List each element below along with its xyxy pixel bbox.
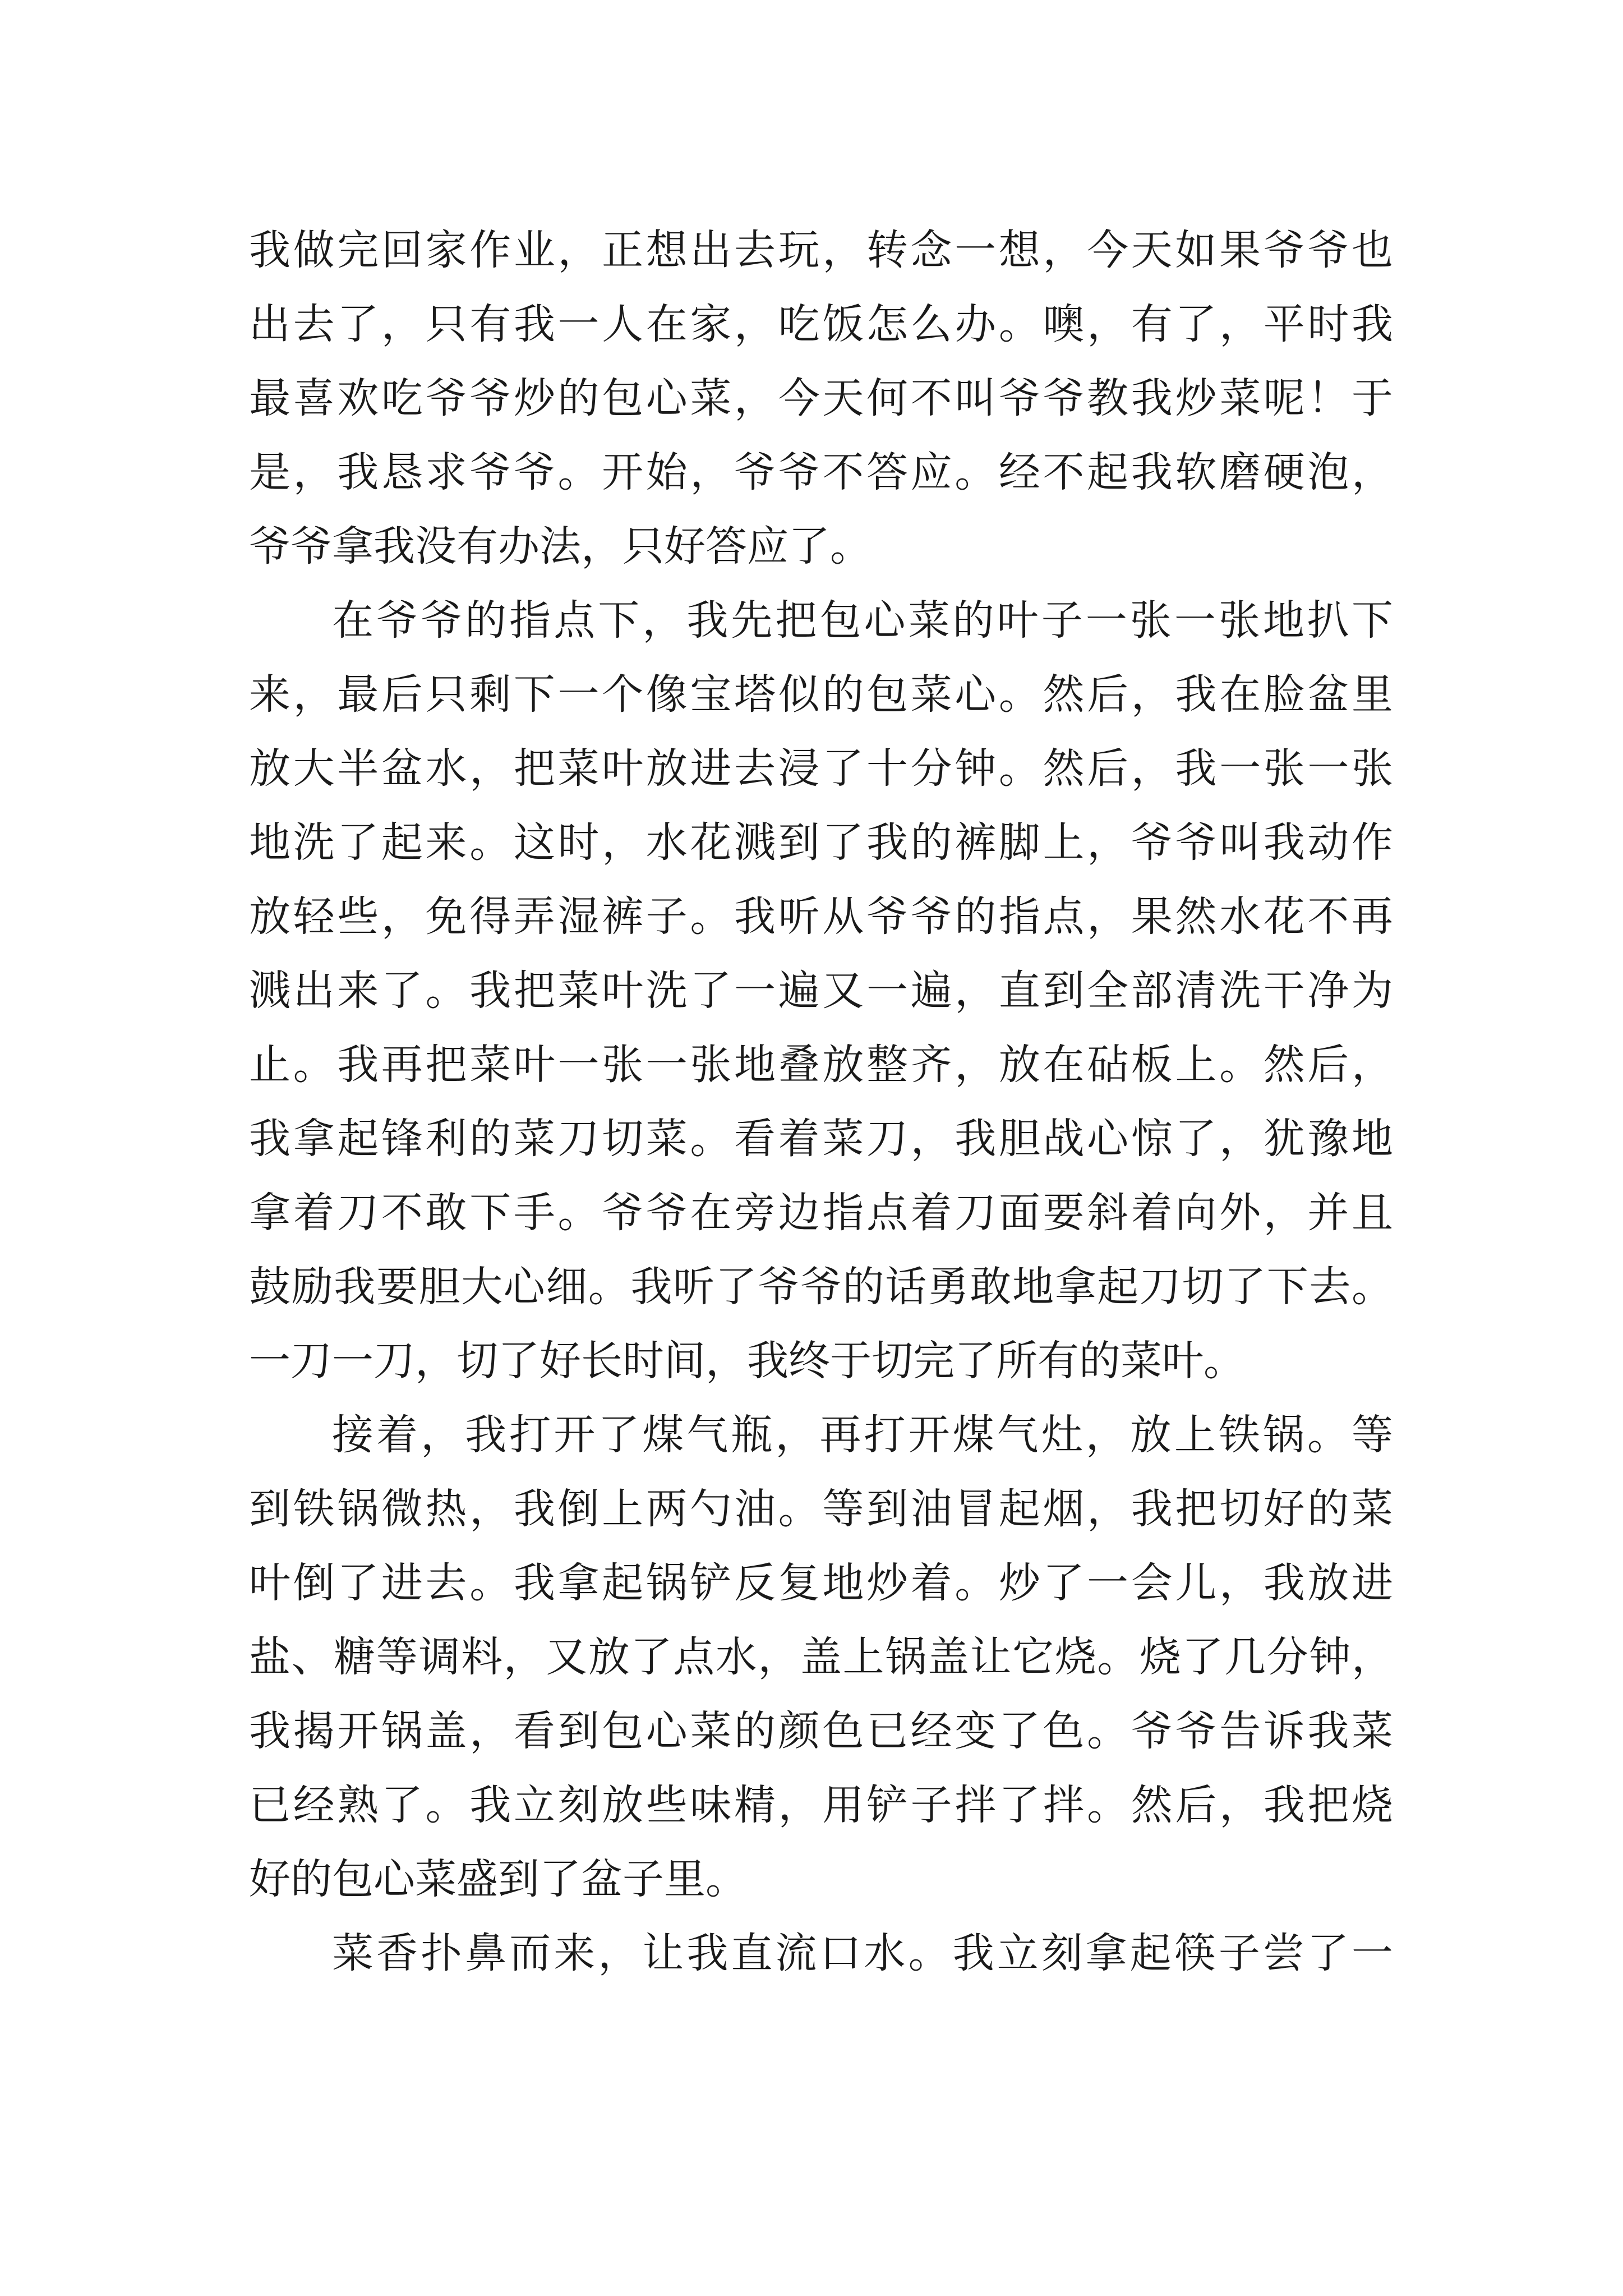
text-line: 地洗了起来。这时，水花溅到了我的裤脚上，爷爷叫我动作 bbox=[249, 818, 1393, 867]
text-line: 好的包心菜盛到了盆子里。 bbox=[249, 1855, 747, 1903]
text-line: 已经熟了。我立刻放些味精，用铲子拌了拌。然后，我把烧 bbox=[249, 1781, 1393, 1829]
text-line: 在爷爷的指点下，我先把包心菜的叶子一张一张地扒下 bbox=[332, 596, 1393, 645]
text-line: 到铁锅微热，我倒上两勺油。等到油冒起烟，我把切好的菜 bbox=[249, 1485, 1393, 1533]
text-line: 来，最后只剩下一个像宝塔似的包菜心。然后，我在脸盆里 bbox=[249, 670, 1393, 719]
text-line: 我揭开锅盖，看到包心菜的颜色已经变了色。爷爷告诉我菜 bbox=[249, 1707, 1393, 1755]
text-line: 放轻些，免得弄湿裤子。我听从爷爷的指点，果然水花不再 bbox=[249, 892, 1393, 941]
text-line: 我拿起锋利的菜刀切菜。看着菜刀，我胆战心惊了，犹豫地 bbox=[249, 1115, 1393, 1163]
text-line: 是，我恳求爷爷。开始，爷爷不答应。经不起我软磨硬泡， bbox=[249, 448, 1393, 496]
text-line: 溅出来了。我把菜叶洗了一遍又一遍，直到全部清洗干净为 bbox=[249, 967, 1393, 1015]
text-line: 接着，我打开了煤气瓶，再打开煤气灶，放上铁锅。等 bbox=[332, 1411, 1393, 1459]
text-line: 鼓励我要胆大心细。我听了爷爷的话勇敢地拿起刀切了下去。 bbox=[249, 1263, 1393, 1311]
text-line: 叶倒了进去。我拿起锅铲反复地炒着。炒了一会儿，我放进 bbox=[249, 1559, 1393, 1607]
essay-body bbox=[249, 213, 1393, 1990]
text-line: 最喜欢吃爷爷炒的包心菜，今天何不叫爷爷教我炒菜呢！于 bbox=[249, 374, 1393, 422]
text-line: 菜香扑鼻而来，让我直流口水。我立刻拿起筷子尝了一 bbox=[332, 1929, 1393, 1977]
text-line: 我做完回家作业，正想出去玩，转念一想，今天如果爷爷也 bbox=[249, 226, 1393, 274]
text-line: 爷爷拿我没有办法，只好答应了。 bbox=[249, 522, 872, 570]
text-line: 拿着刀不敢下手。爷爷在旁边指点着刀面要斜着向外，并且 bbox=[249, 1189, 1393, 1237]
text-line: 放大半盆水，把菜叶放进去浸了十分钟。然后，我一张一张 bbox=[249, 744, 1393, 793]
text-line: 一刀一刀，切了好长时间，我终于切完了所有的菜叶。 bbox=[249, 1337, 1245, 1385]
text-line: 出去了，只有我一人在家，吃饭怎么办。噢，有了，平时我 bbox=[249, 300, 1393, 348]
text-line: 止。我再把菜叶一张一张地叠放整齐，放在砧板上。然后， bbox=[249, 1041, 1393, 1089]
text-line: 盐、糖等调料，又放了点水，盖上锅盖让它烧。烧了几分钟， bbox=[249, 1633, 1393, 1681]
